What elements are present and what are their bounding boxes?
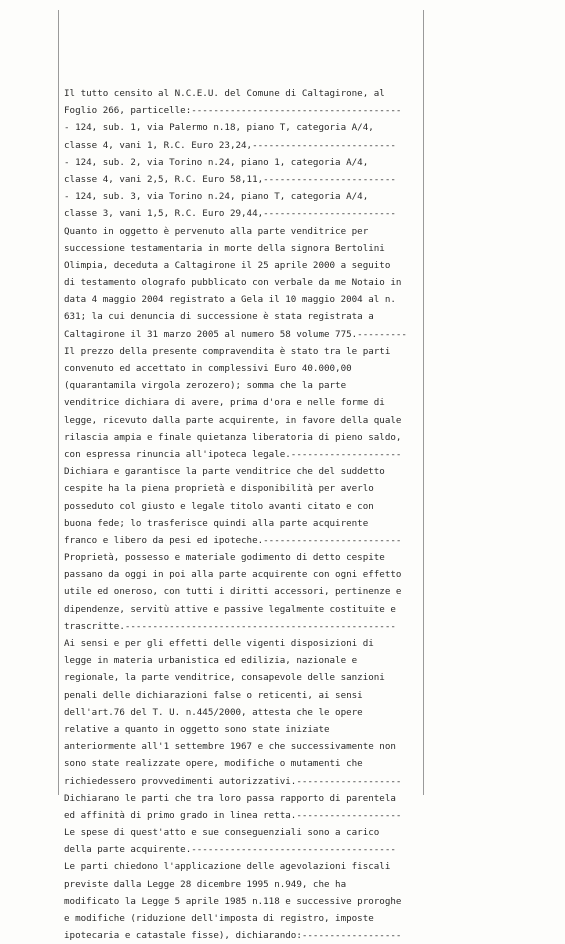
right-margin-rule [423,10,424,795]
text-line: franco e libero da pesi ed ipoteche.------------------------- [64,534,402,546]
text-line: Il prezzo della presente compravendita è stato tra le parti [64,345,391,357]
text-line: trascritte.------------------------------------------------- [64,620,396,632]
text-line: modificato la Legge 5 aprile 1985 n.118 e successive proroghe [64,895,402,907]
text-line: Il tutto censito al N.C.E.U. del Comune di Caltagirone, al [64,88,385,99]
text-line: classe 4, vani 1, R.C. Euro 23,24,-------------------------- [64,139,396,151]
text-line: ipotecaria e catastale fisse), dichiarando:------------------ [64,930,402,942]
text-line: classe 4, vani 2,5, R.C. Euro 58,11,------------------------ [64,173,396,185]
text-line: utile ed oneroso, con tutti i diritti accessori, pertinenze e [64,586,402,598]
text-line: con espressa rinuncia all'ipoteca legale.-------------------- [64,448,402,460]
text-line: data 4 maggio 2004 registrato a Gela il 10 maggio 2004 al n. [64,294,396,306]
text-line: della parte acquirente.------------------------------------- [64,844,396,856]
text-line: relative a quanto in oggetto sono state iniziate [64,723,330,735]
text-line: posseduto col giusto e legale titolo avanti citato e con [64,500,374,512]
text-line: Le parti chiedono l'applicazione delle agevolazioni fiscali [64,861,391,873]
text-line: (quarantamila virgola zerozero); somma che la parte [64,380,347,392]
text-line: richiedessero provvedimenti autorizzativi.------------------- [64,775,402,787]
text-line: ed affinità di primo grado in linea retta.------------------- [64,809,402,821]
text-line: legge in materia urbanistica ed edilizia, nazionale e [64,655,358,667]
text-line: Caltagirone il 31 marzo 2005 al numero 58 volume 775.--------- [64,328,407,340]
text-line: anteriormente all'1 settembre 1967 e che successivamente non [64,741,396,753]
notarial-deed-text [64,85,422,944]
text-line: Dichiara e garantisce la parte venditrice che del suddetto [64,466,385,478]
text-line: - 124, sub. 2, via Torino n.24, piano 1, categoria A/4, [64,156,369,168]
text-line: Le spese di quest'atto e sue conseguenziali sono a carico [64,827,380,839]
text-line: - 124, sub. 3, via Torino n.24, piano T, categoria A/4, [64,191,369,203]
text-line: dipendenze, servitù attive e passive legalmente costituite e [64,603,396,615]
text-line: classe 3, vani 1,5, R.C. Euro 29,44,------------------------ [64,208,396,220]
text-line: regionale, la parte venditrice, consapevole delle sanzioni [64,672,385,684]
text-line: Dichiarano le parti che tra loro passa rapporto di parentela [64,792,396,804]
text-line: Quanto in oggetto è pervenuto alla parte venditrice per [64,225,369,237]
text-line: convenuto ed accettato in complessivi Euro 40.000,00 [64,363,352,374]
text-line: e modifiche (riduzione dell'imposta di registro, imposte [64,913,374,924]
text-line: Proprietà, possesso e materiale godimento di detto cespite [64,552,385,564]
text-line: buona fede; lo trasferisce quindi alla parte acquirente [64,517,369,529]
text-line: Foglio 266, particelle:-------------------------------------- [64,105,402,117]
text-line: venditrice dichiara di avere, prima d'ora e nelle forme di [64,397,385,409]
text-line: Olimpia, deceduta a Caltagirone il 25 aprile 2000 a seguito [64,259,391,271]
text-line: dell'art.76 del T. U. n.445/2000, attesta che le opere [64,706,363,718]
text-line: rilascia ampia e finale quietanza liberatoria di pieno saldo, [64,431,402,443]
text-line: 631; la cui denuncia di successione è stata registrata a [64,311,374,323]
text-line: Ai sensi e per gli effetti delle vigenti disposizioni di [64,638,374,649]
text-line: di testamento olografo pubblicato con verbale da me Notaio in [64,277,402,289]
text-line: sono state realizzate opere, modifiche o mutamenti che [64,758,363,770]
text-line: previste dalla Legge 28 dicembre 1995 n.949, che ha [64,878,347,890]
text-line: legge, ricevuto dalla parte acquirente, in favore della quale [64,414,402,426]
text-line: successione testamentaria in morte della signora Bertolini [64,242,385,254]
text-line: penali delle dichiarazioni false o reticenti, ai sensi [64,689,363,701]
text-line: passano da oggi in poi alla parte acquirente con ogni effetto [64,569,402,581]
text-line: - 124, sub. 1, via Palermo n.18, piano T, categoria A/4, [64,122,374,134]
text-line: cespite ha la piena proprietà e disponibilità per averlo [64,483,374,495]
left-margin-rule [58,10,59,795]
